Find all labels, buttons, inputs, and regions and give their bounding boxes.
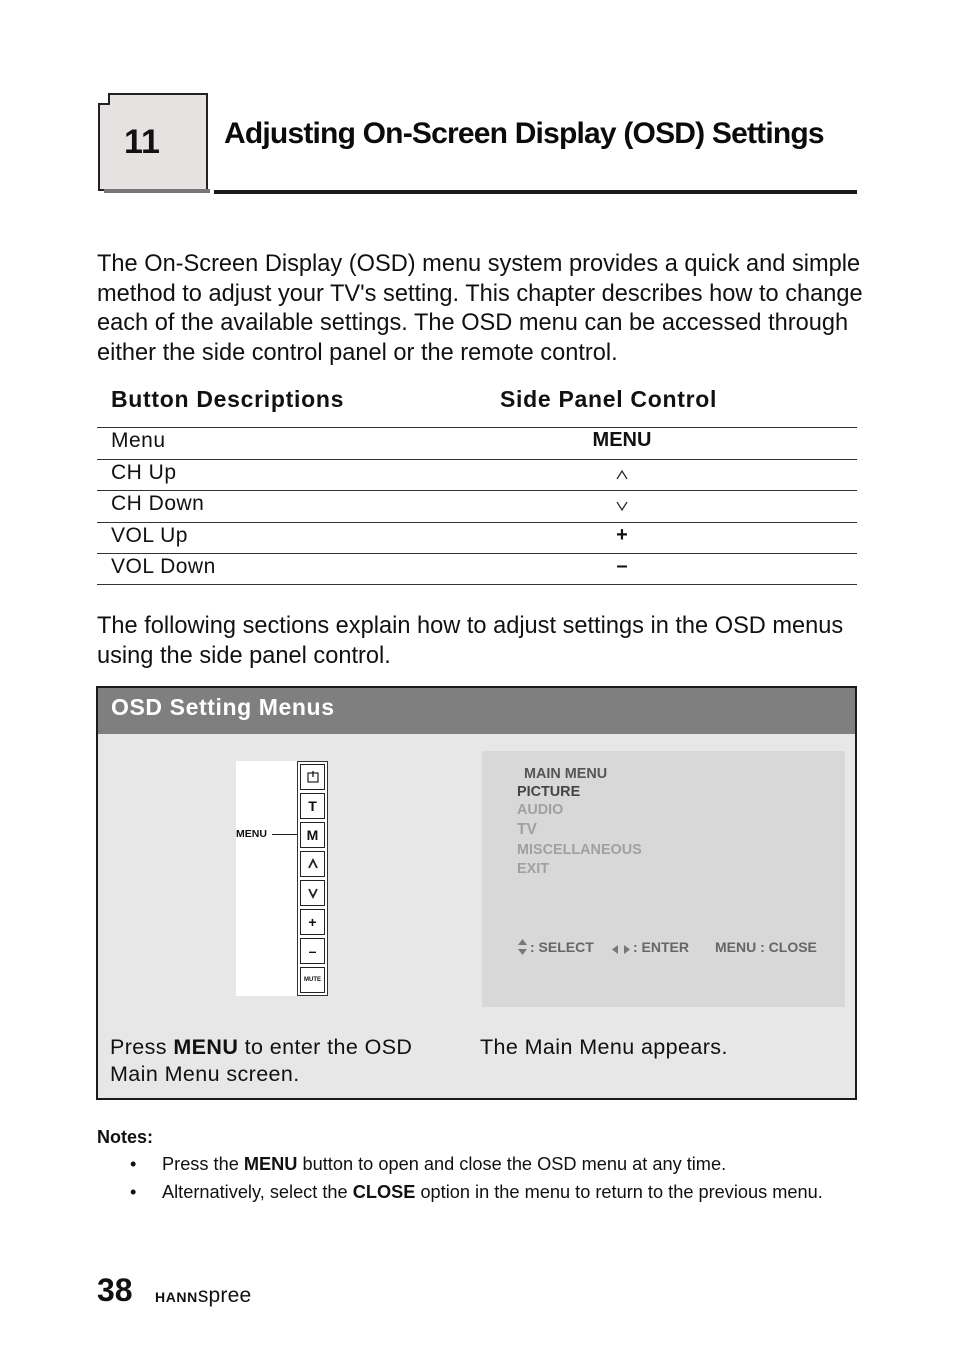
intro-paragraph: The On-Screen Display (OSD) menu system provides a quick and simple method to adjust your TV's setting. This chapter describes how to change each of the available settings. The OSD menu can be accessed through either the side control panel or the remote control. xyxy=(97,251,863,366)
table-row xyxy=(97,427,857,459)
osd-box-title: OSD Setting Menus xyxy=(111,694,335,720)
caption-right: The Main Menu appears. xyxy=(480,1035,728,1059)
panel-button-vol-up: + xyxy=(300,909,325,935)
power-icon xyxy=(300,764,325,790)
table-row xyxy=(97,522,857,554)
panel-button-mute: MUTE xyxy=(300,967,325,993)
left-right-arrows-icon xyxy=(611,942,631,960)
osd-menu-item-tv: TV xyxy=(517,821,537,838)
osd-menu-item-exit: EXIT xyxy=(517,861,549,877)
chevron-up-icon xyxy=(300,851,325,877)
panel-button-t: T xyxy=(300,793,325,819)
table-cell-control: MENU xyxy=(592,429,652,451)
chevron-up-icon xyxy=(572,461,672,488)
chapter-number: 11 xyxy=(124,122,160,161)
following-paragraph: The following sections explain how to adjust settings in the OSD menus using the side panel control. xyxy=(97,613,844,669)
osd-footer-enter: : ENTER xyxy=(633,939,689,955)
caption-left: Press MENU to enter the OSD Main Menu screen. xyxy=(110,1035,413,1086)
table-row xyxy=(97,459,857,491)
table-cell-desc: CH Down xyxy=(111,492,205,515)
menu-callout-label: MENU xyxy=(236,828,267,840)
chevron-down-icon xyxy=(300,880,325,906)
brand-logo: HANNspree xyxy=(155,1284,252,1307)
note-item: Alternatively, select the CLOSE option in the menu to return to the previous menu. xyxy=(162,1182,823,1202)
table-cell-desc: Menu xyxy=(111,429,166,452)
button-table xyxy=(97,427,857,585)
osd-menu-item-miscellaneous: MISCELLANEOUS xyxy=(517,842,642,858)
up-down-arrows-icon xyxy=(517,938,528,961)
osd-menu-item-picture: PICTURE xyxy=(517,784,581,800)
osd-footer-select: : SELECT xyxy=(530,939,594,955)
table-row xyxy=(97,553,857,585)
chevron-down-icon xyxy=(572,492,672,519)
notes-heading: Notes: xyxy=(97,1127,154,1147)
panel-button-menu: M xyxy=(300,822,325,848)
table-cell-control: + xyxy=(616,523,628,546)
panel-button-vol-down: – xyxy=(300,938,325,964)
osd-menu-item-audio: AUDIO xyxy=(517,802,564,818)
bullet-dot: • xyxy=(130,1154,137,1174)
table-cell-desc: VOL Down xyxy=(111,555,216,578)
note-item: Press the MENU button to open and close the OSD menu at any time. xyxy=(162,1154,727,1174)
menu-callout-line xyxy=(272,834,298,835)
page-number: 38 xyxy=(97,1272,133,1308)
table-cell-control: – xyxy=(616,555,628,577)
chapter-title-rule xyxy=(214,190,857,194)
osd-menu-title: MAIN MENU xyxy=(524,766,608,782)
chapter-title: Adjusting On-Screen Display (OSD) Settings xyxy=(224,117,824,150)
bullet-dot: • xyxy=(130,1182,137,1202)
osd-footer-close: MENU : CLOSE xyxy=(715,939,817,955)
table-row xyxy=(97,490,857,522)
table-cell-desc: VOL Up xyxy=(111,523,188,547)
table-header-control: Side Panel Control xyxy=(500,386,718,412)
table-cell-desc: CH Up xyxy=(111,460,177,484)
table-header-descriptions: Button Descriptions xyxy=(111,386,345,412)
